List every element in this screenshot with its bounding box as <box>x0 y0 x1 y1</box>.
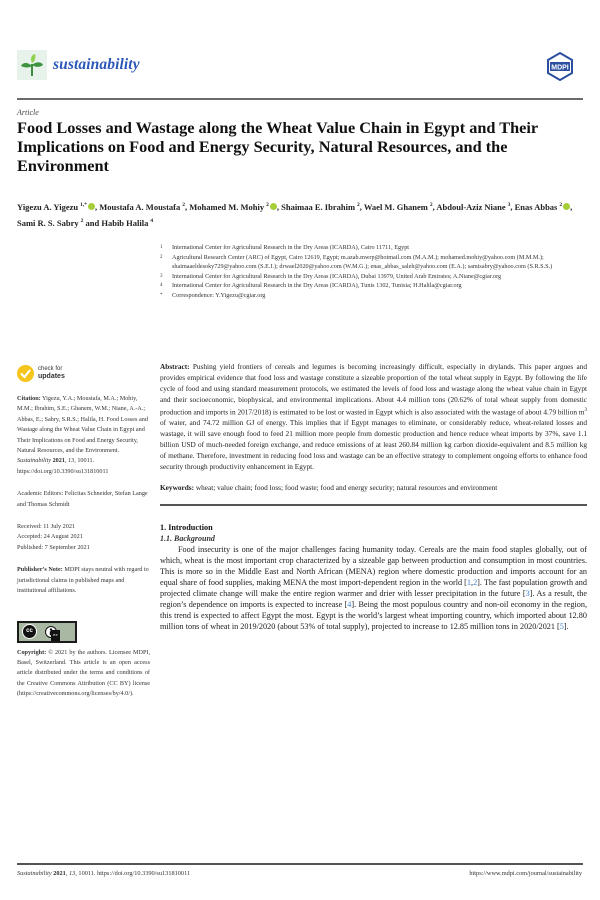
page-header <box>17 50 583 86</box>
svg-text:MDPI: MDPI <box>551 64 569 72</box>
author-list: Yigezu A. Yigezu $^{1,*}$ , Moustafa A. Moustafa $^2$, Mohamed M. Mohiy $^2$ , Shaimaa E. Ibrahim $^2$, Wael M. Ghanem $^2$, Abdoul-Aziz Niane $^3$, Enas Abbas $^2$ , Sami R. S. Sabry $^2$ and Habib Halila $^4$ <box>17 201 573 228</box>
author-name[interactable]: Sami R. S. Sabry <box>17 217 79 228</box>
author-name[interactable]: Shaimaa E. Ibrahim <box>281 201 356 212</box>
author-affiliation-marker: 1,* <box>80 202 88 208</box>
affiliation-text: International Center for Agricultural Research in the Dry Areas (ICARDA), Dubai 13979, United Arab Emirates; A.Niane@cgiar.org <box>172 272 502 280</box>
footer-journal-url[interactable]: https://www.mdpi.com/journal/sustainability <box>469 870 582 877</box>
article-sidebar <box>17 362 150 700</box>
affiliation-item <box>160 272 590 282</box>
abstract-text-1: Pushing yield frontiers of cereals and legumes is becoming increasingly difficult, especially in drylands. This paper argues and provides empirical evidence that food loss and wastage constitute a sizeable proportion of the total wheat supply in Egypt. By following the life cycle of food and using standard measurement protocols, we estimated the levels of food loss and wastage along the wheat value chain in Egypt and their socioeconomic, biophysical, and environmental implications. About 4.4 million tons (20.62% of total wheat supply from domestic production and imports in 2017/2018) is estimated to be lost or wasted in Egypt which is also associated with the wastage of about 4.79 billion m <box>160 362 587 417</box>
reference-link-5[interactable]: 5 <box>559 621 564 631</box>
author-name[interactable]: Moustafa A. Moustafa <box>99 201 181 212</box>
by-label: BY <box>51 630 60 640</box>
affiliations <box>160 243 590 301</box>
citation-year: 2021 <box>51 457 65 465</box>
academic-editors: Academic Editors: Felicitas Schneider, Stefan Lange and Thomas Schmidt <box>17 490 148 508</box>
footer-volume: , 13 <box>65 870 76 877</box>
affiliation-item <box>160 243 590 253</box>
author-name[interactable]: Wael M. Ghanem <box>363 201 428 212</box>
header-divider <box>17 98 583 100</box>
journal-name: sustainability <box>53 56 140 73</box>
affiliation-text: International Center for Agricultural Research in the Dry Areas (ICARDA), Cairo 11711, Egypt <box>172 244 410 251</box>
affiliation-marker: * <box>160 292 163 298</box>
publisher-note-text: MDPI stays neutral with regard to jurisdictional claims in published maps and institutional affiliations. <box>17 566 149 595</box>
footer-citation <box>17 870 190 877</box>
sprout-icon <box>17 50 47 80</box>
publication-dates <box>17 522 150 553</box>
keywords <box>160 483 587 494</box>
journal-logo[interactable] <box>17 50 140 80</box>
citation-label: Citation: <box>17 395 41 402</box>
footer-year: 2021 <box>51 870 66 877</box>
author-affiliation-marker: 3 <box>507 202 511 208</box>
check-updates-line2: updates <box>38 372 65 380</box>
footer-doi-link[interactable]: , 10011. https://doi.org/10.3390/su131810011 <box>75 870 191 877</box>
affiliation-marker: 2 <box>160 254 163 260</box>
citation-text: Yigezu, Y.A.; Moustafa, M.A.; Mohiy, M.M.; Ibrahim, S.E.; Ghanem, W.M.; Niane, A.-A.; Abbas, E.; Sabry, S.R.S.; Halila, H. Food Losses and Wastage along the Wheat Value Chain in Egypt and Their Implications on Food and Energy Security, Natural Resources, and the Environment. <box>17 395 148 455</box>
affiliation-text: Agricultural Research Center (ARC) of Egypt, Cairo 12619, Egypt; m.azab.mwrp@hotmail.com (M.A.M.); mohamed.mohiy@yahoo.com (M.M.M.); shaimaaeldesoky729@yahoo.com (S.E.I.); drwael2020@yahoo.com (W.M.G.); enas_abbas_saleh@yahoo.com (E.A.); samisabry@yahoo.com (S.R.S.S.) <box>172 253 553 271</box>
affiliation-marker: 4 <box>160 283 163 289</box>
creative-commons-icon: cc <box>22 624 37 639</box>
reference-link-1[interactable]: 1 <box>466 577 472 587</box>
affiliation-text: Correspondence: Y.Yigezu@cgiar.org <box>172 291 266 299</box>
section-divider <box>160 504 587 506</box>
copyright-label: Copyright: <box>17 648 47 656</box>
intro-paragraph: Food insecurity is one of the major challenges facing humanity today. Cereals are the main food staples globally, out of which, wheat is the most important crop characterized by a sizeable gap between production and consumption in most countries. This is more so in the Middle East and North African (MENA) region where domestic production and imports account for an equal share of food supplies, making MENA the most import-dependent region in the world [1,2]. The fast population growth and projected climate change will make the entire region warmer and drier with lesser precipitation in the future [3]. As a result, the region’s dependence on imports is expected to increase [4]. Being the most populous country and non-oil economy in the region, this trend is expected to affect Egypt the most. Egypt is the world’s largest wheat importing country, which imported about 12.80 million tons of wheat in 2019/2020 (about 53% of total supply), projected to increase to 12.85 million tons in 2020/2021 [5]. <box>160 544 588 631</box>
article-title: Food Losses and Wastage along the Wheat Value Chain in Egypt and Their Implications on Food and Energy Security, Natural Resources, and the Environment <box>17 118 538 175</box>
publisher-note-label: Publisher’s Note: <box>17 566 63 574</box>
copyright-notice <box>17 648 150 700</box>
received-date: Received: 11 July 2021 <box>17 523 76 531</box>
citation-doi-link[interactable]: , 10011. https://doi.org/10.3390/su131810011 <box>17 457 109 475</box>
orcid-icon[interactable] <box>270 203 277 210</box>
affiliation-item <box>160 281 590 291</box>
cc-by-license-badge[interactable] <box>17 621 77 643</box>
reference-link-2[interactable]: 2 <box>473 577 478 587</box>
reference-link-3[interactable]: 3 <box>525 588 530 598</box>
author-affiliation-marker: 2 <box>80 217 84 224</box>
affiliation-item <box>160 291 590 301</box>
author-affiliation-marker: 2 <box>559 202 563 208</box>
citation-journal: Sustainability <box>17 457 52 465</box>
abstract <box>160 362 587 472</box>
publisher-note <box>17 565 150 596</box>
check-updates-line1: check for <box>38 365 63 372</box>
article-type: Article <box>17 108 39 117</box>
author-affiliation-marker: 4 <box>150 217 154 224</box>
author-affiliation-marker: 2 <box>429 202 433 208</box>
main-column <box>160 362 587 632</box>
keywords-text: wheat; value chain; food loss; food waste; food and energy security; natural resources and environment <box>194 483 498 493</box>
abstract-label: Abstract: <box>160 362 190 371</box>
affiliation-item <box>160 253 590 272</box>
footer-divider <box>17 863 583 865</box>
citation-volume: , 13 <box>64 457 75 465</box>
author-name[interactable]: Yigezu A. Yigezu <box>17 201 79 212</box>
affiliation-marker: 3 <box>160 273 163 279</box>
accepted-date: Accepted: 24 August 2021 <box>17 533 83 541</box>
reference-link-4[interactable]: 4 <box>347 599 352 609</box>
abstract-superscript: 3 <box>584 407 587 413</box>
footer-journal: Sustainability <box>17 870 52 877</box>
checkmark-icon <box>17 365 34 382</box>
author-name[interactable]: Abdoul-Aziz Niane <box>436 201 506 212</box>
published-date: Published: 7 September 2021 <box>17 543 90 551</box>
section-heading-introduction: 1. Introduction <box>160 522 213 532</box>
author-name[interactable]: Mohamed M. Mohiy <box>189 201 265 212</box>
citation-block <box>17 394 150 477</box>
copyright-text: © 2021 by the authors. Licensee MDPI, Basel, Switzerland. This article is an open access article distributed under the terms and conditions of the Creative Commons Attribution (CC BY) license (https://creativecommons.org/licenses/by/4.0/). <box>17 648 150 698</box>
keywords-label: Keywords: <box>160 483 195 493</box>
orcid-icon[interactable] <box>88 203 95 210</box>
author-name[interactable]: Habib Halila <box>101 217 149 228</box>
mdpi-logo-icon[interactable] <box>545 51 575 81</box>
affiliation-text: International Center for Agricultural Research in the Dry Areas (ICARDA), Tunis 1302, Tunisia; H.Halila@cgiar.org <box>172 282 462 290</box>
affiliation-marker: 1 <box>160 245 163 250</box>
author-name[interactable]: Enas Abbas <box>514 201 558 212</box>
subsection-heading-background: 1.1. Background <box>160 533 215 543</box>
author-affiliation-marker: 2 <box>266 202 269 208</box>
check-for-updates-button[interactable] <box>17 362 150 384</box>
author-affiliation-marker: 2 <box>182 202 186 208</box>
abstract-text-2: of water, and 74.72 million GJ of energy. This implies that if Egypt manages to eliminate, or considerably reduce, wheat-related losses and wastage, it will save enough food to feed 21 million more people from domestic production and hence reduce wheat imports by 37%, save 1.1 billion USD of much-needed foreign exchange, and reduce emissions of at least 260.84 million kg carbon dioxide-equivalent and 8.5 million kg of methane. Therefore, investment in reducing food loss and wastage can be an effective strategy to complement ongoing efforts to enhance food security through productivity enhancement in Egypt. <box>160 417 587 471</box>
author-affiliation-marker: 2 <box>357 202 360 208</box>
